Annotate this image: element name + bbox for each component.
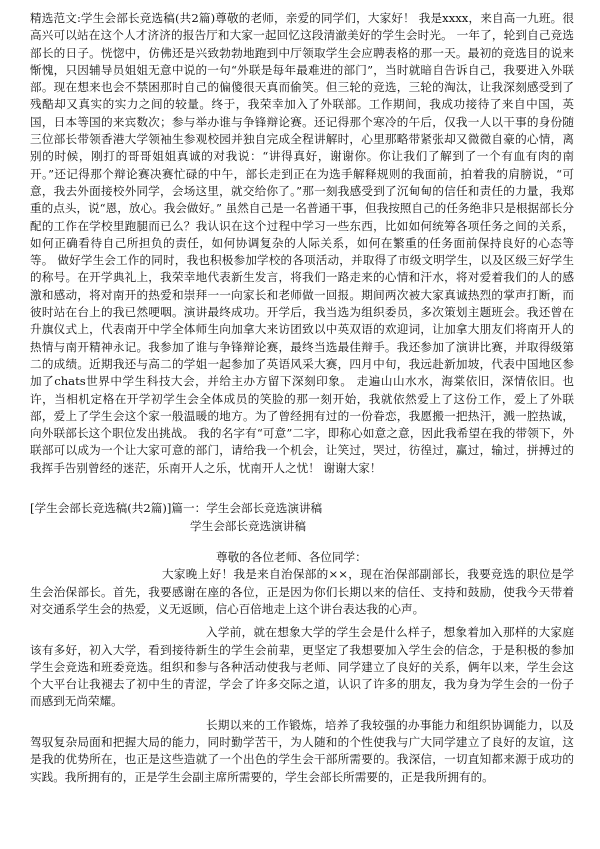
speech-salutation: 尊敬的各位老师、各位同学： [216,550,367,565]
speech-paragraph-2: 入学前，就在想象大学的学生会是什么样子，想象着加入那样的大家庭该有多好，初入大学，看到接待新生的学生会前辈，更坚定了我想要加入学生会的信念，于是积极的参加学生会竞选和班委竞选。组织和参与各种活动使我与老师、同学建立了良好的关系，俩年以来，学生会这个大平台让我褪去了初中生的青涩，学会了许多交际之道，认识了许多的朋友，我为身为学生会的一份子而感到无尚荣耀。 [30,625,574,709]
speech-paragraph-1: 大家晚上好！我是来自治保部的××，现在治保部副部长，我要竞选的职位是学生会治保部长。首先，我要感谢在座的各位，正是因为你们长期以来的信任、支持和鼓励，使我今天带着对交通系学生会的热爱，义无返顾，信心百倍地走上这个讲台表达我的心声。 [30,567,574,616]
section-subtitle: 学生会部长竞选演讲稿 [190,519,306,534]
speech-body [30,549,574,786]
speech-paragraph-3: 长期以来的工作锻炼，培养了我较强的办事能力和组织协调能力，以及驾驭复杂局面和把握大局的能力，同时勤学苦干，为人随和的个性使我与广大同学建立了良好的友谊，这是我的优势所在，也正是这些造就了一个出色的学生会干部所需要的。我深信，一切直知都来源于成功的实践。我所拥有的，正是学生会副主席所需要的，学生会部长所需要的，正是我所拥有的。 [30,717,574,784]
section-heading: [学生会部长竞选稿(共2篇)]篇一：学生会部长竞选演讲稿 [30,501,323,516]
section-gap [30,477,574,499]
essay-text: 精选范文:学生会部长竞选稿(共2篇)尊敬的老师，亲爱的同学们，大家好！ 我是xxxx，来自高一九班。很高兴可以站在这个人才济济的报告厅和大家一起回忆这段清澈美好的学生会时光。 一年了，轮到自己竞选部长的日子。恍惚中，仿佛还是兴致勃勃地跑到中厅领取学生会应聘表格的那一天。最初的竞选目的说来惭愧，只因辅导员姐姐无意中说的一句“外联是每年最难进的部门”，当时就暗自告诉自己，我要进入外联部。现在想来也会不禁困那时自己的偏傻很天真而偷笑。但三轮的竞选，三轮的淘汰，让我深刻感受到了残酷却又真实的实力之间的较量。终于，我荣幸加入了外联部。工作期间，我成功接待了来自中国，英国，日本等国的来宾数次；参与举办谁与争锋辩论赛。还记得那个寒冷的午后，仅我一人以干事的身份随三位部长带领香港大学领袖生参观校园并独自完成全程讲解时，心里那略带紧张却又微微自豪的心情，离别的时候，刚打的哥哥姐姐真诚的对我说：“讲得真好，谢谢你。你让我们了解到了一个有血有肉的南开。”还记得那个辩论赛决赛忙碌的中午，部长走到正在为选手解释规则的我面前，拍着我的肩膀说，“可意，我去外面接校外同学，会场这里，就交给你了。”那一刻我感受到了沉甸甸的信任和责任的力量，我郑重的点头，说“恩，放心。我会做好。” 虽然自己是一名普通干事，但我按照自己的任务绝非只是根据部长分配的工作在学校里跑腿而已么？我认识在这个过程中学习一些东西，比如如何统筹各项任务之间的关系，如何正确看待自己所担负的责任，如何协调复杂的人际关系，如何在繁重的任务面前保持良好的心态等等。 做好学生会工作的同时，我也积极参加学校的各项活动，并取得了市级文明学生，以及区级三好学生的称号。在开学典礼上，我荣幸地代表新生发言，将我们一路走来的心情和汗水，将对爱着我们的人的感激和感动，将对南开的热爱和崇拜一一向家长和老师做一回报。期间两次被大家真诚热烈的掌声打断，而彼时站在台上的我已然哽咽。演讲最终成功。开学后，我当选为组织委员，多次策划主题班会。我还曾在升旗仪式上，代表南开中学全体师生向加拿大来访团致以中英双语的欢迎词，让加拿大朋友们将南开人的热情与南开精神永记。我参加了谁与争锋辩论赛，最终当选最佳辩手。我还参加了演讲比赛，并取得级第二的成绩。近期我还与高二的学姐一起参加了英语风采大赛，四月中旬，我远赴新加坡，代表中国地区参加了chats世界中学生科技大会，并给主办方留下深刻印象。 走遍山山水水，海棠依旧，深情依旧。也许，当相机定格在开学初学生会全体成员的笑脸的那一刻开始，我就依然爱上了这份工作，爱上了外联部，爱上了学生会这个家一般温暖的地方。为了曾经拥有过的一份眷恋，我愿搬一把热汗，溅一腔热诚，向外联部长这个职位发出挑战。 我的名字有“可意”二字，即称心如意之意，因此我希望在我的带领下，外联部可以成为一个让大家可意的部门，请给我一个机会，让笑过，哭过，彷徨过，赢过，输过，拼搏过的我挥手告别曾经的迷茫，乐南开人之乐，忧南开人之忧！ 谢谢大家！ [30,11,574,475]
